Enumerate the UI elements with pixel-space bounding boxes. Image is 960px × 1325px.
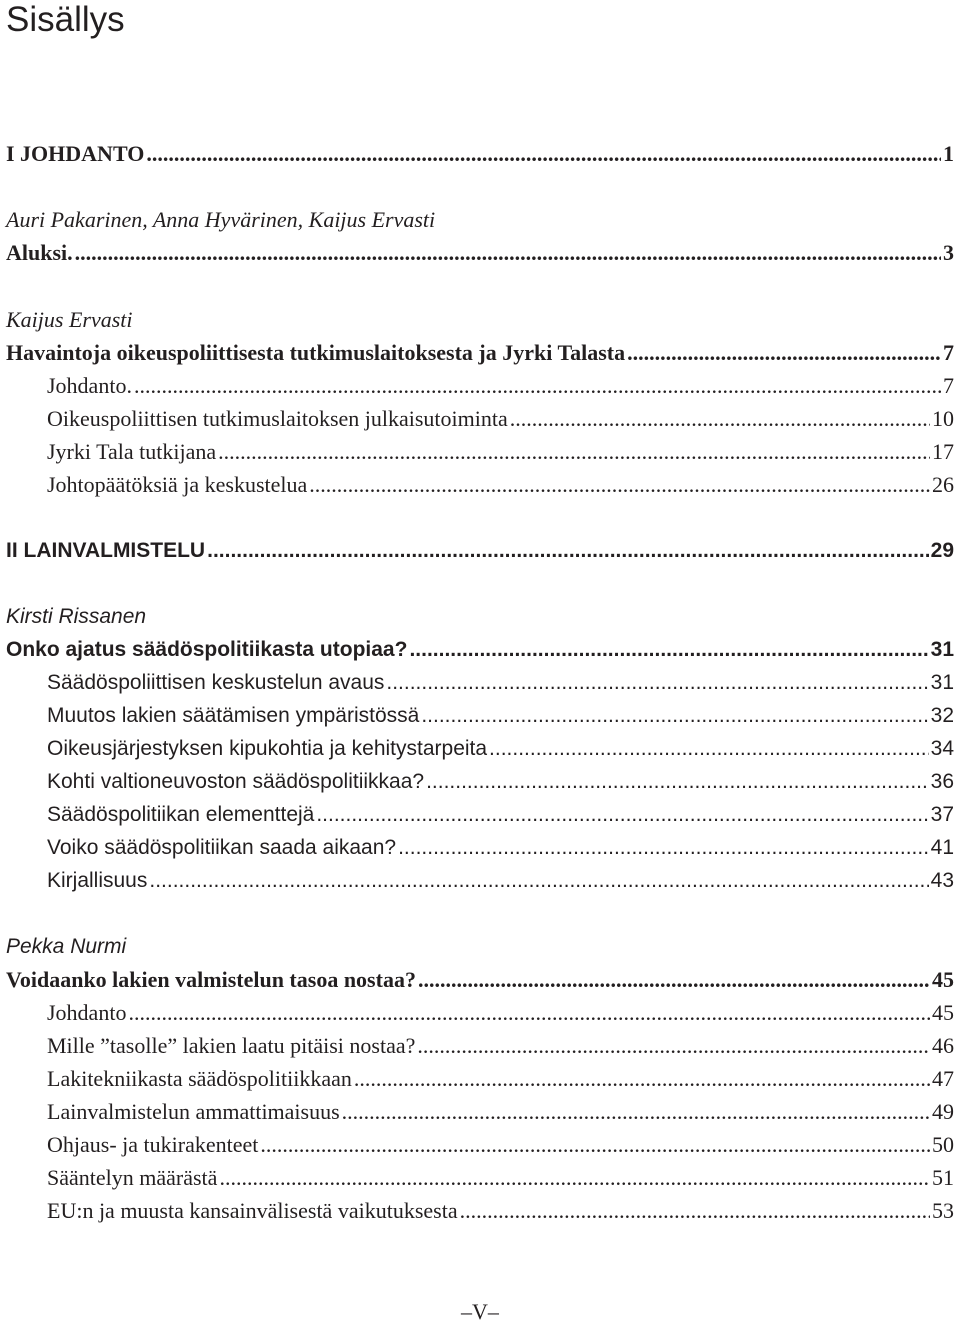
toc-page-number: 32 (930, 704, 954, 727)
toc-label: Säädöspoliittisen keskustelun avaus (47, 671, 385, 694)
dot-leader (386, 669, 928, 697)
toc-item[interactable] (47, 702, 954, 730)
toc-item[interactable] (47, 372, 954, 400)
toc-label: Oikeusjärjestyksen kipukohtia ja kehitystarpeita (47, 737, 488, 760)
toc-page-number: 29 (930, 539, 954, 562)
toc-page-number: 51 (932, 1165, 954, 1190)
toc-page-number: 45 (932, 1000, 954, 1025)
chapter-author: Kaijus Ervasti (6, 307, 133, 332)
toc-page-number: 37 (930, 803, 954, 826)
page-title: Sisällys (6, 0, 125, 39)
toc-label: Johdanto. (47, 373, 132, 398)
toc-chapter-aluksi[interactable] (6, 239, 954, 267)
toc-chapter-tasoa[interactable] (6, 966, 954, 994)
dot-leader (409, 636, 928, 664)
toc-page-number: 36 (930, 770, 954, 793)
toc-item[interactable] (47, 471, 954, 499)
toc-chapter-utopiaa[interactable] (6, 636, 954, 664)
toc-item[interactable] (47, 1131, 954, 1159)
toc-label: Havaintoja oikeuspoliittisesta tutkimuslaitoksesta ja Jyrki Talasta (6, 340, 626, 365)
toc-item[interactable] (47, 735, 954, 763)
toc-item[interactable] (47, 801, 954, 829)
toc-label: II LAINVALMISTELU (6, 539, 206, 562)
toc-item[interactable] (47, 1065, 954, 1093)
toc-item[interactable] (47, 768, 954, 796)
dot-leader (218, 438, 930, 466)
dot-leader (510, 405, 930, 433)
toc-label: I JOHDANTO (6, 141, 145, 166)
toc-label: Kohti valtioneuvoston säädöspolitiikkaa? (47, 770, 425, 793)
dot-leader (627, 339, 941, 367)
toc-page-number: 17 (932, 439, 954, 464)
toc-label: Onko ajatus säädöspolitiikasta utopiaa? (6, 638, 408, 661)
dot-leader (418, 966, 930, 994)
toc-item[interactable] (47, 1098, 954, 1126)
dot-leader (354, 1065, 930, 1093)
dot-leader (342, 1098, 930, 1126)
dot-leader (149, 867, 928, 895)
toc-item[interactable] (47, 669, 954, 697)
toc-item[interactable] (47, 1197, 954, 1225)
dot-leader (417, 1032, 930, 1060)
dot-leader (426, 768, 929, 796)
toc-item[interactable] (47, 999, 954, 1027)
toc-item[interactable] (47, 867, 954, 895)
dot-leader (316, 801, 928, 829)
toc-label: Mille ”tasolle” lakien laatu pitäisi nostaa? (47, 1033, 416, 1058)
dot-leader (146, 140, 941, 168)
toc-page-number: 49 (932, 1099, 954, 1124)
toc-page-number: 43 (930, 869, 954, 892)
toc-label: Säädöspolitiikan elementtejä (47, 803, 315, 826)
toc-label: Johtopäätöksiä ja keskustelua (47, 472, 308, 497)
toc-label: Lakitekniikasta säädöspolitiikkaan (47, 1066, 352, 1091)
dot-leader (260, 1131, 930, 1159)
dot-leader (309, 471, 930, 499)
dot-leader (219, 1164, 930, 1192)
toc-page-number: 45 (932, 967, 954, 992)
toc-item[interactable] (47, 1164, 954, 1192)
dot-leader (128, 999, 930, 1027)
dot-leader (460, 1197, 930, 1225)
toc-label: Oikeuspoliittisen tutkimuslaitoksen julkaisutoiminta (47, 406, 508, 431)
toc-page-number: 26 (932, 472, 954, 497)
toc-label: Ohjaus- ja tukirakenteet (47, 1132, 259, 1157)
toc-chapter-havaintoja[interactable] (6, 339, 954, 367)
toc-page-number: 41 (930, 836, 954, 859)
toc-page-number: 1 (943, 141, 954, 166)
chapter-author: Kirsti Rissanen (6, 605, 147, 628)
toc-page-number: 34 (930, 737, 954, 760)
dot-leader (421, 702, 928, 730)
toc-section-lainvalmistelu[interactable] (6, 537, 954, 565)
dot-leader (207, 537, 929, 565)
toc-label: Johdanto (47, 1000, 127, 1025)
toc-page-number: 50 (932, 1132, 954, 1157)
toc-page-number: 31 (930, 671, 954, 694)
toc-label: Jyrki Tala tutkijana (47, 439, 217, 464)
toc-section-johdanto[interactable] (6, 140, 954, 168)
toc-page-number: 47 (932, 1066, 954, 1091)
toc-item[interactable] (47, 405, 954, 433)
toc-label: EU:n ja muusta kansainvälisestä vaikutuksesta (47, 1198, 458, 1223)
dot-leader (398, 834, 929, 862)
toc-page-number: 31 (930, 638, 954, 661)
page-number-footer: –V– (461, 1299, 499, 1324)
toc-label: Aluksi. (6, 240, 73, 265)
toc-page-number: 53 (932, 1198, 954, 1223)
dot-leader (75, 239, 941, 267)
toc-label: Kirjallisuus (47, 869, 148, 892)
toc-label: Muutos lakien säätämisen ympäristössä (47, 704, 420, 727)
toc-item[interactable] (47, 438, 954, 466)
toc-label: Sääntelyn määrästä (47, 1165, 218, 1190)
toc-label: Voidaanko lakien valmistelun tasoa nostaa? (6, 967, 416, 992)
chapter-author: Auri Pakarinen, Anna Hyvärinen, Kaijus Ervasti (6, 207, 436, 232)
toc-item[interactable] (47, 1032, 954, 1060)
toc-page-number: 3 (943, 240, 954, 265)
toc-page-number: 7 (943, 373, 954, 398)
dot-leader (134, 372, 941, 400)
toc-page-number: 7 (943, 340, 954, 365)
toc-label: Voiko säädöspolitiikan saada aikaan? (47, 836, 397, 859)
dot-leader (489, 735, 929, 763)
toc-page-number: 10 (932, 406, 954, 431)
chapter-author: Pekka Nurmi (6, 935, 127, 958)
toc-item[interactable] (47, 834, 954, 862)
toc-label: Lainvalmistelun ammattimaisuus (47, 1099, 340, 1124)
toc-page-number: 46 (932, 1033, 954, 1058)
